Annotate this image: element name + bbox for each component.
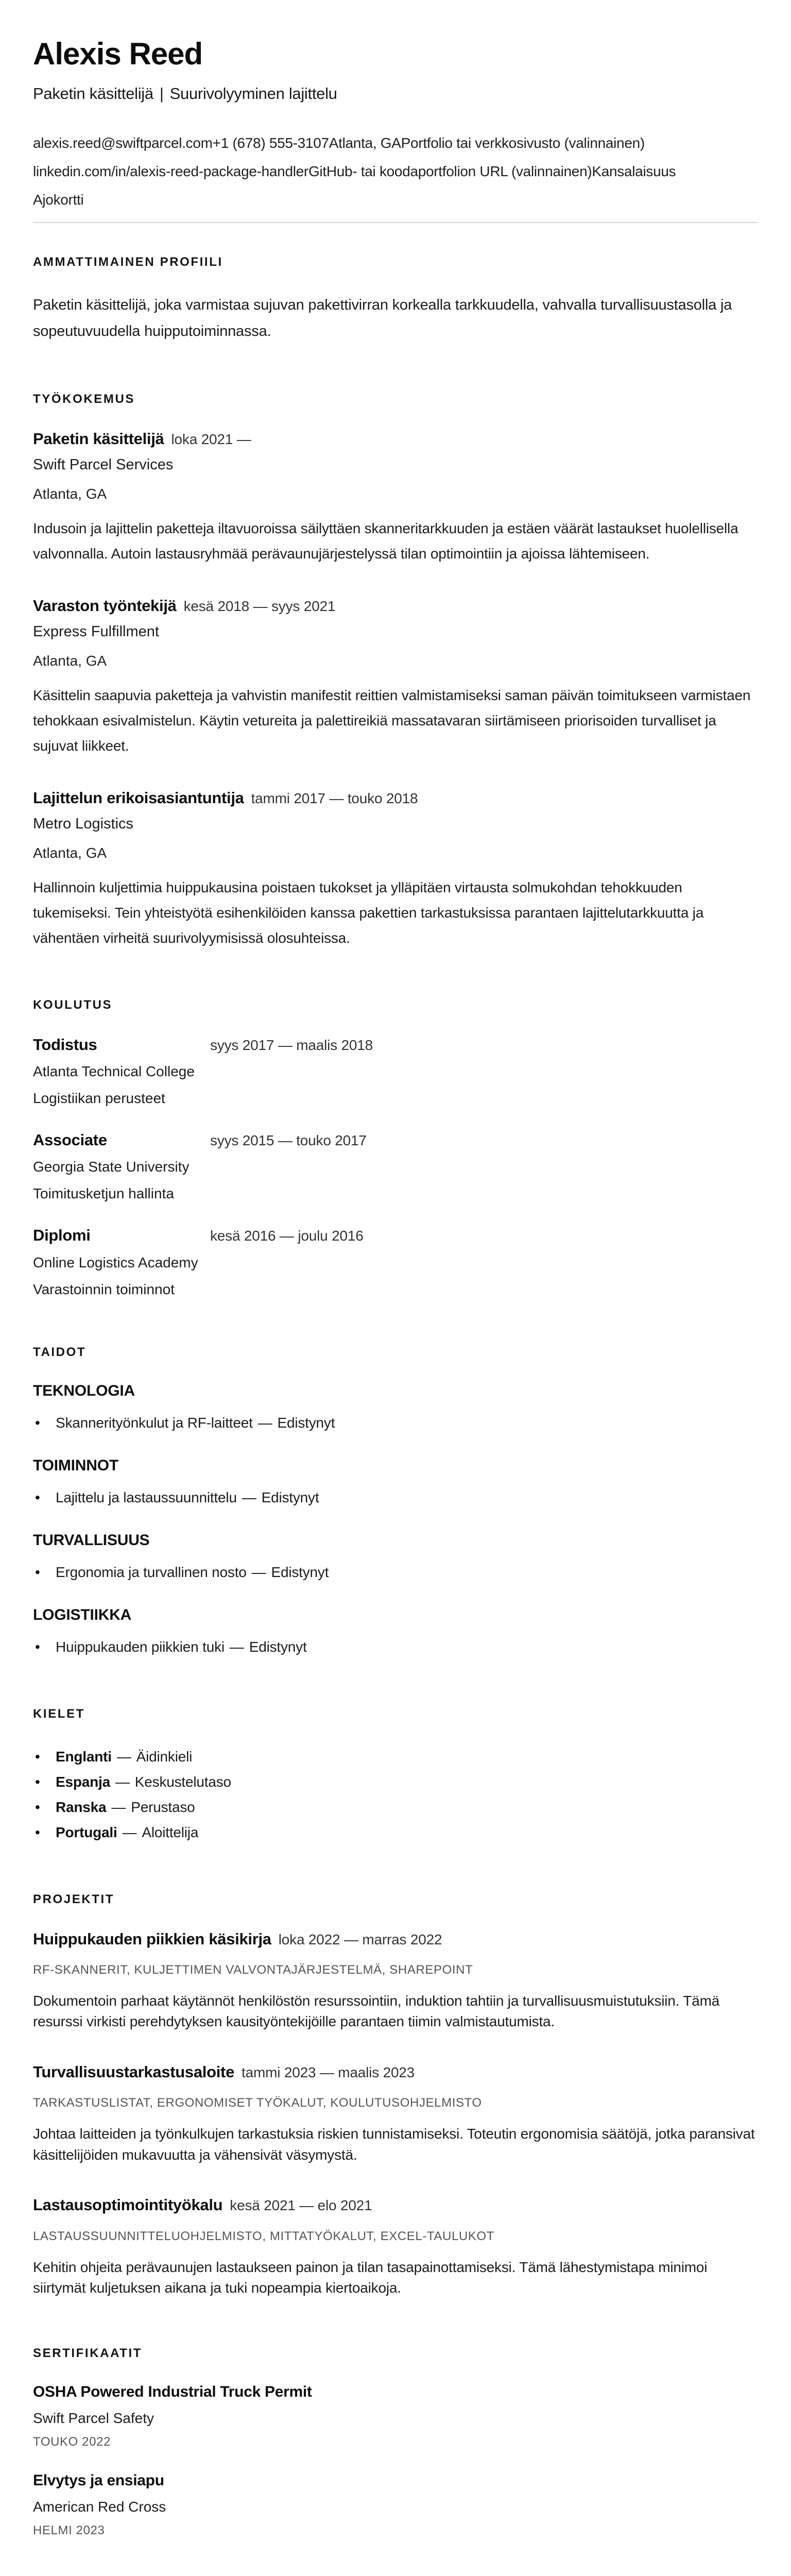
education-degree: Diplomi [33, 1226, 91, 1245]
contact-portfolio-placeholder: Portfolio tai verkkosivusto (valinnainen) [401, 135, 645, 151]
contact-line-2 [33, 157, 758, 185]
skill-level: Edistynyt [249, 1638, 307, 1655]
section-skills-label: TAIDOT [33, 1345, 87, 1359]
section-projects [33, 1892, 758, 2299]
headline [33, 84, 758, 103]
skill-level: Edistynyt [277, 1414, 335, 1431]
project-entry [33, 2195, 758, 2298]
header-divider [33, 222, 758, 223]
skill-separator: — [229, 1638, 244, 1655]
section-certifications [33, 2346, 758, 2538]
skill-name: Skannerityönkulut ja RF-laitteet [56, 1414, 253, 1431]
education-entry [33, 1226, 758, 1297]
education-field: Toimitusketjun hallinta [33, 1185, 174, 1202]
skill-list [33, 1560, 758, 1585]
skill-group [33, 1382, 758, 1435]
project-title: Huippukauden piikkien käsikirja [33, 1929, 271, 1948]
job-date: loka 2021 — [171, 431, 251, 447]
language-list [33, 1744, 758, 1845]
certification-title: Elvytys ja ensiapu [33, 2471, 164, 2489]
language-name: Englanti [56, 1748, 112, 1765]
project-header [33, 2195, 758, 2214]
project-tech: TARKASTUSLISTAT, ERGONOMISET TYÖKALUT, KOULUTUSOHJELMISTO [33, 2096, 482, 2110]
skill-item [56, 1485, 758, 1510]
job-description: Hallinnoin kuljettimia huippukausina poistaen tukokset ja ylläpitäen virtausta solmukohdan tehokkuuden tukemiseksi. Tein yhteistyötä esihenkilöiden kanssa pakettien tarkastuksissa parantaen lajittelutarkkuutta ja vähentäen virheitä suurivolyymisissä olosuhteissa. [33, 879, 704, 946]
section-skills [33, 1345, 758, 1659]
certification-issuer: Swift Parcel Safety [33, 2410, 154, 2426]
job-date: tammi 2017 — touko 2018 [251, 790, 418, 806]
language-name: Ranska [56, 1799, 107, 1815]
education-date: kesä 2016 — joulu 2016 [210, 1228, 364, 1244]
section-languages-label: KIELET [33, 1706, 85, 1721]
job-location: Atlanta, GA [33, 485, 107, 502]
skill-group [33, 1457, 758, 1510]
job-description: Käsittelin saapuvia paketteja ja vahvistin manifestit reittien valmistamiseksi saman päivän toimitukseen varmistaen tehokkaan esivalmistelun. Käytin vetureita ja palettireikiä massatavaran siirtämiseen priorisoiden turvalliset ja sujuvat liikkeet. [33, 687, 751, 754]
section-profile [33, 255, 758, 345]
skill-group [33, 1532, 758, 1585]
certification-date: TOUKO 2022 [33, 2434, 111, 2449]
contact-drivers-license-label: Ajokortti [33, 192, 84, 208]
contact-line-1 [33, 129, 758, 157]
job-entry [33, 596, 758, 758]
language-item [56, 1744, 758, 1769]
skill-group-title: TEKNOLOGIA [33, 1382, 135, 1399]
language-item [56, 1769, 758, 1794]
skill-group [33, 1606, 758, 1659]
language-level: Äidinkieli [136, 1748, 193, 1765]
education-entry [33, 1130, 758, 1202]
skill-list [33, 1410, 758, 1435]
project-description: Kehitin ohjeita perävaunujen lastaukseen painon ja tilan tasapainottamiseksi. Tämä lähestymistapa minimoi siirtymät kuljetuksen aikana ja tuki nopeampia kiertoaikoja. [33, 2259, 708, 2296]
job-location: Atlanta, GA [33, 845, 107, 861]
certification-date: HELMI 2023 [33, 2523, 105, 2537]
skill-list [33, 1485, 758, 1510]
language-name: Portugali [56, 1824, 117, 1840]
profile-text: Paketin käsittelijä, joka varmistaa sujuvan pakettivirran korkealla tarkkuudella, vahvalla turvallisuustasolla ja sopeutuvuudella huipputoiminnassa. [33, 297, 732, 340]
contact-email: alexis.reed@swiftparcel.com [33, 135, 213, 151]
skill-name: Ergonomia ja turvallinen nosto [56, 1564, 247, 1580]
certification-entry [33, 2383, 758, 2449]
skill-separator: — [257, 1414, 272, 1431]
project-title: Lastausoptimointityökalu [33, 2196, 223, 2214]
contact-location: Atlanta, GA [329, 135, 401, 151]
language-name: Espanja [56, 1773, 110, 1790]
job-header [33, 788, 758, 807]
job-company: Metro Logistics [33, 816, 134, 833]
candidate-name: Alexis Reed [33, 37, 203, 71]
skill-item [56, 1410, 758, 1435]
contact-linkedin: linkedin.com/in/alexis-reed-package-handler [33, 163, 308, 179]
project-tech: LASTAUSSUUNNITTELUOHJELMISTO, MITTATYÖKALUT, EXCEL-TAULUKOT [33, 2229, 494, 2243]
skill-name: Huippukauden piikkien tuki [56, 1638, 225, 1655]
job-title: Varaston työntekijä [33, 596, 177, 615]
skill-item [56, 1634, 758, 1659]
education-date: syys 2015 — touko 2017 [210, 1132, 367, 1149]
project-tech: RF-SKANNERIT, KULJETTIMEN VALVONTAJÄRJESTELMÄ, SHAREPOINT [33, 1962, 473, 1977]
job-header [33, 429, 758, 448]
education-school: Online Logistics Academy [33, 1254, 198, 1270]
education-school: Atlanta Technical College [33, 1063, 195, 1080]
headline-role: Paketin käsittelijä [33, 84, 153, 103]
education-header [33, 1130, 758, 1149]
job-entry [33, 429, 758, 566]
language-level: Perustaso [131, 1799, 195, 1815]
certification-title: OSHA Powered Industrial Truck Permit [33, 2383, 312, 2400]
job-header [33, 596, 758, 615]
contact-citizenship-label: Kansalaisuus [592, 163, 676, 179]
section-education-label: KOULUTUS [33, 998, 113, 1012]
project-date: loka 2022 — marras 2022 [278, 1931, 442, 1947]
language-level: Keskustelutaso [134, 1773, 231, 1790]
project-date: tammi 2023 — maalis 2023 [242, 2064, 415, 2080]
language-separator: — [122, 1824, 137, 1840]
project-title: Turvallisuustarkastusaloite [33, 2063, 235, 2081]
resume-header [33, 37, 758, 223]
skill-separator: — [242, 1489, 256, 1505]
section-experience-label: TYÖKOKEMUS [33, 392, 135, 406]
section-education [33, 998, 758, 1298]
job-date: kesä 2018 — syys 2021 [183, 598, 336, 614]
section-languages [33, 1707, 758, 1845]
section-projects-label: PROJEKTIT [33, 1892, 115, 1906]
skill-group-title: LOGISTIIKKA [33, 1606, 132, 1623]
education-degree: Todistus [33, 1036, 97, 1054]
section-profile-label: AMMATTIMAINEN PROFIILI [33, 255, 223, 269]
skill-separator: — [251, 1564, 266, 1580]
language-item [56, 1820, 758, 1845]
job-company: Express Fulfillment [33, 623, 159, 640]
project-description: Dokumentoin parhaat käytännöt henkilöstön resurssointiin, induktion tahtiin ja turvallisuusmuistutuksiin. Tämä resurssi virkisti perehdytyksen kausityöntekijöille parantaen tiimin valmistautumista. [33, 1992, 720, 2030]
certification-issuer: American Red Cross [33, 2498, 166, 2515]
project-header [33, 1929, 758, 1948]
job-location: Atlanta, GA [33, 652, 107, 669]
certification-entry [33, 2472, 758, 2538]
language-level: Aloittelija [142, 1824, 199, 1840]
headline-separator: | [159, 84, 164, 103]
language-separator: — [111, 1799, 126, 1815]
job-company: Swift Parcel Services [33, 456, 174, 473]
contact-line-3 [33, 185, 758, 214]
project-entry [33, 1929, 758, 2032]
headline-focus: Suurivolyyminen lajittelu [169, 84, 337, 103]
job-title: Lajittelun erikoisasiantuntija [33, 788, 244, 807]
language-separator: — [115, 1773, 130, 1790]
skill-list [33, 1634, 758, 1659]
education-date: syys 2017 — maalis 2018 [210, 1037, 373, 1054]
contact-github-placeholder: GitHub- tai koodaportfolion URL (valinnainen) [308, 163, 592, 179]
project-description: Johtaa laitteiden ja työnkulkujen tarkastuksia riskien tunnistamiseksi. Toteutin ergonomisia säätöjä, jotka paransivat käsittelijöiden mukavuutta ja vähensivät väsymystä. [33, 2126, 755, 2163]
education-field: Varastoinnin toiminnot [33, 1281, 175, 1297]
job-title: Paketin käsittelijä [33, 429, 164, 448]
project-header [33, 2062, 758, 2081]
contact-phone: +1 (678) 555-3107 [212, 135, 329, 151]
skill-group-title: TOIMINNOT [33, 1456, 118, 1474]
skill-group-title: TURVALLISUUS [33, 1531, 150, 1549]
education-field: Logistiikan perusteet [33, 1090, 165, 1107]
project-entry [33, 2062, 758, 2165]
education-school: Georgia State University [33, 1159, 190, 1175]
job-description: Indusoin ja lajittelin paketteja iltavuoroissa säilyttäen skanneritarkkuuden ja estäen väärät lastaukset huolellisella valvonnalla. Autoin lastausryhmää perävaunujärjestelyssä tilan optimointiin ja ajoissa lähtemiseen. [33, 520, 738, 562]
skill-level: Edistynyt [271, 1564, 329, 1580]
education-degree: Associate [33, 1131, 107, 1149]
education-header [33, 1035, 758, 1054]
education-entry [33, 1035, 758, 1107]
language-separator: — [116, 1748, 131, 1765]
skill-name: Lajittelu ja lastaussuunnittelu [56, 1489, 237, 1505]
language-item [56, 1794, 758, 1820]
education-header [33, 1226, 758, 1245]
job-entry [33, 788, 758, 951]
section-experience [33, 392, 758, 951]
section-certifications-label: SERTIFIKAATIT [33, 2346, 143, 2360]
skill-level: Edistynyt [261, 1489, 319, 1505]
skill-item [56, 1560, 758, 1585]
project-date: kesä 2021 — elo 2021 [230, 2197, 372, 2214]
